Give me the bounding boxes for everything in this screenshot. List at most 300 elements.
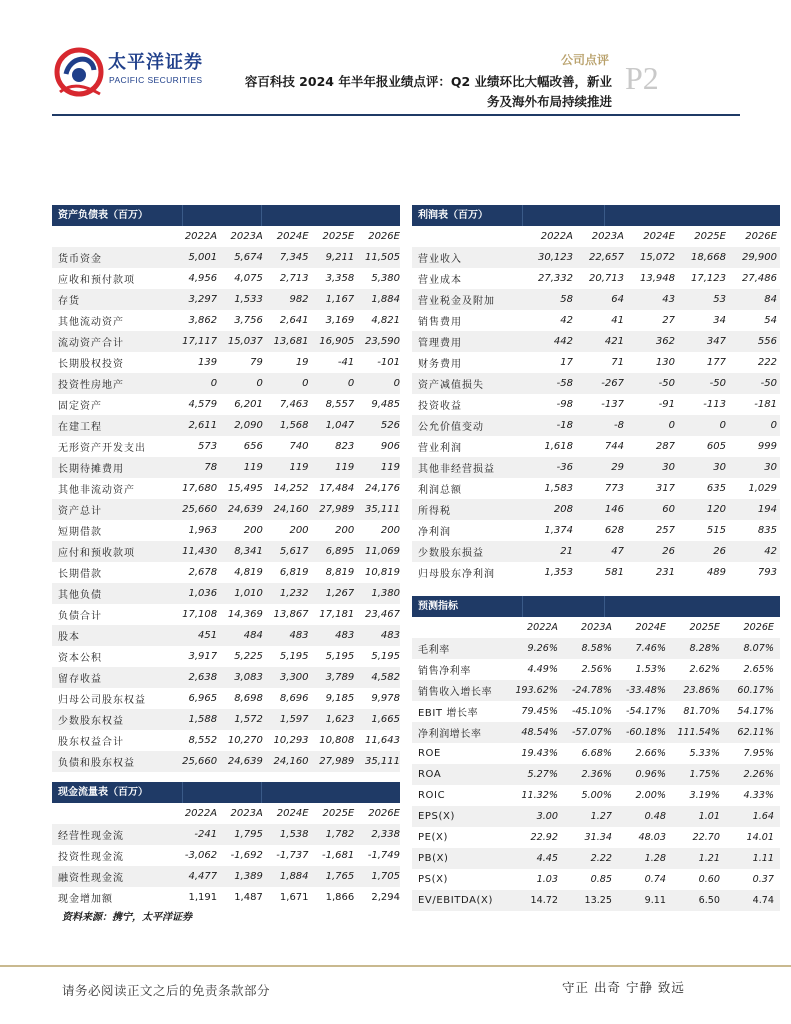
table-row: [52, 845, 400, 866]
row-label: PE(X): [418, 832, 449, 843]
year-header: 2024E: [635, 622, 666, 633]
table-row: [412, 890, 780, 911]
cell-value: 744: [604, 441, 624, 452]
cell-value: 5,195: [371, 651, 400, 662]
row-label: 其他负债: [58, 590, 102, 601]
cell-value: 1,568: [279, 420, 309, 431]
cell-value: 4,075: [234, 273, 263, 284]
cell-value: 9,211: [325, 252, 355, 263]
row-label: 少数股东损益: [418, 548, 484, 559]
cell-value: 7,463: [279, 399, 309, 410]
cell-value: 5.00%: [581, 790, 612, 801]
cell-value: 9,185: [325, 693, 355, 704]
cell-value: -181: [754, 399, 777, 410]
cell-value: 442: [553, 336, 573, 347]
cell-value: 2,638: [188, 672, 218, 683]
table-row: [52, 331, 400, 352]
cell-value: 71: [611, 357, 624, 368]
cell-value: 6.68%: [581, 748, 612, 759]
table-row: [52, 352, 400, 373]
cell-value: 906: [380, 441, 400, 452]
cell-value: 835: [757, 525, 777, 536]
row-label: 投资性房地产: [58, 380, 124, 391]
cell-value: 1.64: [752, 811, 774, 822]
row-label: 投资性现金流: [58, 852, 124, 863]
cell-value: 2.62%: [689, 664, 720, 675]
cell-value: 29,900: [742, 252, 777, 263]
cell-value: 1.03: [536, 874, 558, 885]
row-label: EBIT 增长率: [418, 708, 479, 719]
cell-value: 47: [611, 546, 624, 557]
income-statement-table: [412, 205, 780, 583]
row-label: 营业税金及附加: [418, 296, 495, 307]
cell-value: 1,884: [371, 294, 400, 305]
cell-value: 10,808: [319, 735, 355, 746]
row-label: 长期股权投资: [58, 359, 124, 370]
table-row: [412, 478, 780, 499]
cell-value: 10,819: [364, 567, 400, 578]
cell-value: 4,956: [188, 273, 218, 284]
row-label: 管理费用: [418, 338, 462, 349]
cell-value: 0.96%: [635, 769, 666, 780]
cell-value: -18: [556, 420, 573, 431]
table-row: [412, 722, 780, 743]
row-label: 其他非流动资产: [58, 485, 135, 496]
cell-value: -1,737: [276, 850, 309, 861]
cell-value: 31.34: [584, 832, 612, 843]
cell-value: 8,557: [325, 399, 355, 410]
cell-value: 54: [764, 315, 777, 326]
cell-value: -45.10%: [571, 706, 612, 717]
cell-value: 22.70: [692, 832, 720, 843]
table-row: [412, 520, 780, 541]
year-header: 2022A: [184, 231, 218, 242]
table-row: [412, 743, 780, 764]
row-label: 少数股东权益: [58, 716, 124, 727]
cell-value: -98: [556, 399, 573, 410]
table-row: [412, 562, 780, 583]
cell-value: 60.17%: [737, 685, 774, 696]
logo-english-name: PACIFIC SECURITIES: [109, 75, 203, 85]
cell-value: 1,884: [279, 871, 309, 882]
cell-value: 605: [706, 441, 726, 452]
table-row: [52, 373, 400, 394]
cell-value: 130: [655, 357, 675, 368]
cell-value: 17,484: [319, 483, 355, 494]
row-label: 其他流动资产: [58, 317, 124, 328]
cell-value: 17,123: [691, 273, 726, 284]
table-row: [412, 827, 780, 848]
cell-value: 4,582: [371, 672, 400, 683]
row-label: 营业收入: [418, 254, 462, 265]
cell-value: 79.45%: [521, 706, 558, 717]
cell-value: 573: [198, 441, 218, 452]
row-label: 无形资产开发支出: [58, 443, 146, 454]
year-header: 2025E: [322, 808, 355, 819]
cell-value: 5,617: [279, 546, 309, 557]
cell-value: 17,680: [182, 483, 218, 494]
table-row: [412, 331, 780, 352]
table-row: [52, 709, 400, 730]
table-row: [52, 310, 400, 331]
cell-value: 193.62%: [515, 685, 558, 696]
cell-value: 24,176: [364, 483, 400, 494]
row-label: 归母股东净利润: [418, 569, 495, 580]
cell-value: 53: [713, 294, 726, 305]
cell-value: 48.03: [638, 832, 666, 843]
cell-value: 3,862: [188, 315, 218, 326]
table-title-bar: [412, 205, 780, 226]
cell-value: 0: [393, 378, 400, 389]
cell-value: 146: [604, 504, 624, 515]
cell-value: 58: [560, 294, 573, 305]
table-row: [52, 541, 400, 562]
cell-value: -58: [556, 378, 573, 389]
cell-value: 0: [347, 378, 355, 389]
cell-value: 1,010: [234, 588, 263, 599]
row-label: 公允价值变动: [418, 422, 484, 433]
table-row: [412, 869, 780, 890]
cell-value: -267: [601, 378, 624, 389]
cell-value: 19.43%: [521, 748, 558, 759]
table-row: [52, 478, 400, 499]
cell-value: 4.74: [752, 895, 774, 906]
cell-value: 22,657: [589, 252, 624, 263]
cell-value: 16,905: [319, 336, 355, 347]
cell-value: 2,294: [371, 892, 400, 903]
row-label: 融资性现金流: [58, 873, 124, 884]
cell-value: 2.66%: [635, 748, 666, 759]
row-label: EV/EBITDA(X): [418, 895, 493, 906]
year-header: 2023A: [230, 231, 263, 242]
year-header: 2024E: [276, 808, 309, 819]
footer-divider: [0, 965, 791, 967]
cell-value: -1,681: [322, 850, 355, 861]
cell-value: 35,111: [364, 504, 400, 515]
cell-value: 7,345: [279, 252, 309, 263]
logo-chinese-name: 太平洋证券: [108, 52, 203, 73]
row-label: 股本: [58, 632, 80, 643]
year-header: 2026E: [368, 231, 400, 242]
row-label: 归母公司股东权益: [58, 695, 146, 706]
balance-sheet-table: [52, 205, 400, 772]
cell-value: 1,623: [325, 714, 355, 725]
cell-value: 9.26%: [527, 643, 558, 654]
cell-value: 11,069: [364, 546, 400, 557]
cell-value: 362: [655, 336, 675, 347]
cell-value: 0.74: [644, 874, 666, 885]
table-row: [412, 352, 780, 373]
cell-value: 3,297: [188, 294, 218, 305]
cell-value: 27,989: [319, 756, 355, 767]
cell-value: 581: [604, 567, 624, 578]
cell-value: 15,037: [227, 336, 263, 347]
cell-value: 5,225: [234, 651, 263, 662]
cell-value: 177: [706, 357, 726, 368]
cell-value: -50: [658, 378, 675, 389]
cell-value: 2,713: [279, 273, 309, 284]
row-label: 资产总计: [58, 506, 102, 517]
cell-value: 257: [655, 525, 675, 536]
cell-value: 2.22: [590, 853, 612, 864]
cell-value: 8,819: [325, 567, 355, 578]
year-header: 2023A: [581, 622, 612, 633]
cell-value: 1,782: [325, 829, 355, 840]
cell-value: 4,579: [188, 399, 218, 410]
table-row: [52, 866, 400, 887]
cell-value: 3,789: [325, 672, 355, 683]
table-title-bar: [52, 782, 400, 803]
cell-value: 9,978: [371, 693, 400, 704]
cell-value: 1,533: [234, 294, 263, 305]
row-label: 留存收益: [58, 674, 102, 685]
table-row: [412, 764, 780, 785]
row-label: 负债合计: [58, 611, 102, 622]
cell-value: 0.85: [590, 874, 612, 885]
footer-motto: 守正 出奇 宁静 致远: [562, 980, 685, 995]
cell-value: 556: [757, 336, 777, 347]
report-type-label: 公司点评: [560, 53, 609, 67]
cell-value: 84: [764, 294, 777, 305]
cell-value: 48.54%: [521, 727, 558, 738]
cell-value: 628: [604, 525, 624, 536]
row-label: 应付和预收款项: [58, 548, 135, 559]
table-row: [52, 520, 400, 541]
cell-value: 15,495: [227, 483, 263, 494]
cell-value: 1,618: [544, 441, 573, 452]
cell-value: 17: [560, 357, 573, 368]
cell-value: 208: [553, 504, 573, 515]
row-label: 流动资产合计: [58, 338, 124, 349]
row-label: 资本公积: [58, 653, 102, 664]
year-header: 2026E: [368, 808, 400, 819]
table-row: [52, 436, 400, 457]
cell-value: 6,201: [234, 399, 263, 410]
cell-value: 1,380: [371, 588, 400, 599]
cell-value: 1,029: [748, 483, 777, 494]
cell-value: 11.32%: [521, 790, 558, 801]
cell-value: 999: [757, 441, 777, 452]
cell-value: 24,160: [273, 756, 309, 767]
row-label: ROE: [418, 748, 441, 759]
table-row: [52, 887, 400, 908]
cell-value: 34: [713, 315, 726, 326]
cell-value: 793: [757, 567, 777, 578]
table-row: [52, 604, 400, 625]
row-label: 利润总额: [418, 485, 462, 496]
cell-value: 30: [713, 462, 726, 473]
row-label: 净利润: [418, 527, 451, 538]
cell-value: 8,341: [234, 546, 263, 557]
table-row: [52, 625, 400, 646]
cell-value: 1.21: [698, 853, 720, 864]
row-label: 投资收益: [418, 401, 462, 412]
table-title-bar: [52, 205, 400, 226]
cell-value: 2,338: [371, 829, 400, 840]
table-row: [412, 701, 780, 722]
report-title: [210, 72, 612, 112]
report-title-line-1: 容百科技 2024 年半年报业绩点评：Q2 业绩环比大幅改善，新业: [244, 74, 612, 89]
table-row: [52, 824, 400, 845]
cell-value: 119: [335, 462, 355, 473]
cell-value: -41: [337, 357, 355, 368]
cell-value: -101: [377, 357, 400, 368]
cell-value: 3,300: [279, 672, 309, 683]
cell-value: 17,117: [182, 336, 218, 347]
cell-value: 8.58%: [581, 643, 612, 654]
cell-value: 4,821: [371, 315, 400, 326]
cell-value: 1,389: [234, 871, 263, 882]
cell-value: 42: [764, 546, 777, 557]
cell-value: 222: [757, 357, 777, 368]
cell-value: 1,374: [544, 525, 573, 536]
row-label: PS(X): [418, 874, 449, 885]
cell-value: 5,195: [325, 651, 355, 662]
row-label: 在建工程: [58, 422, 102, 433]
cell-value: 483: [289, 630, 309, 641]
cell-value: 42: [560, 315, 573, 326]
row-label: 现金增加额: [58, 894, 113, 905]
cell-value: 6,965: [188, 693, 218, 704]
cell-value: 740: [289, 441, 309, 452]
row-label: 长期借款: [58, 569, 102, 580]
cell-value: 8.28%: [689, 643, 720, 654]
table-title-bar: [412, 596, 780, 617]
row-label: 净利润增长率: [418, 729, 482, 740]
cell-value: 24,160: [273, 504, 309, 515]
cell-value: 64: [611, 294, 624, 305]
cell-value: 43: [662, 294, 675, 305]
cell-value: 8,552: [188, 735, 218, 746]
cell-value: 200: [289, 525, 309, 536]
cell-value: 1,588: [188, 714, 218, 725]
cell-value: 2,641: [279, 315, 309, 326]
table-row: [52, 583, 400, 604]
logo-emblem-icon: [52, 42, 106, 100]
cell-value: 483: [380, 630, 400, 641]
year-header-row: [412, 226, 780, 247]
cell-value: 11,505: [364, 252, 400, 263]
year-header: 2022A: [527, 622, 558, 633]
balance-sheet-title: 资产负债表（百万）: [58, 210, 148, 221]
table-row: [412, 268, 780, 289]
cell-value: 4,819: [234, 567, 263, 578]
cell-value: 6,895: [325, 546, 355, 557]
cell-value: 421: [604, 336, 624, 347]
cell-value: 2,678: [188, 567, 218, 578]
cell-value: 8,696: [279, 693, 309, 704]
cell-value: 139: [198, 357, 218, 368]
cell-value: 27,486: [742, 273, 777, 284]
cell-value: 347: [706, 336, 726, 347]
table-row: [52, 688, 400, 709]
row-label: 资产减值损失: [418, 380, 484, 391]
cell-value: 1,191: [188, 892, 218, 903]
cell-value: 29: [611, 462, 624, 473]
cell-value: -50: [760, 378, 777, 389]
row-label: 营业成本: [418, 275, 462, 286]
table-row: [412, 659, 780, 680]
year-header-row: [52, 803, 400, 824]
cell-value: -91: [658, 399, 675, 410]
cell-value: 1,665: [371, 714, 400, 725]
cell-value: 200: [335, 525, 355, 536]
year-header: 2024E: [276, 231, 309, 242]
cell-value: 30: [764, 462, 777, 473]
cell-value: -137: [601, 399, 624, 410]
cell-value: 3.00: [536, 811, 558, 822]
cell-value: 5,674: [234, 252, 263, 263]
cell-value: 1.11: [752, 853, 774, 864]
table-row: [52, 247, 400, 268]
cell-value: 26: [713, 546, 726, 557]
year-header: 2023A: [591, 231, 624, 242]
cell-value: 3.19%: [689, 790, 720, 801]
cell-value: -113: [703, 399, 726, 410]
row-label: 毛利率: [418, 645, 450, 656]
table-row: [412, 247, 780, 268]
cell-value: 119: [380, 462, 400, 473]
cell-value: 23.86%: [683, 685, 720, 696]
cell-value: -1,749: [367, 850, 400, 861]
table-row: [412, 806, 780, 827]
cell-value: 3,917: [188, 651, 218, 662]
cell-value: 1,047: [325, 420, 355, 431]
cell-value: 18,668: [691, 252, 726, 263]
cell-value: 2.56%: [581, 664, 612, 675]
cell-value: 1,267: [325, 588, 355, 599]
cell-value: 17,181: [319, 609, 355, 620]
cell-value: -36: [556, 462, 573, 473]
row-label: 股东权益合计: [58, 737, 124, 748]
row-label: 货币资金: [58, 254, 102, 265]
cell-value: 10,293: [273, 735, 309, 746]
row-label: EPS(X): [418, 811, 455, 822]
cell-value: 13.25: [584, 895, 612, 906]
data-source-note: 资料来源：携宁，太平洋证券: [62, 912, 192, 923]
row-label: 短期借款: [58, 527, 102, 538]
row-label: 财务费用: [418, 359, 462, 370]
cell-value: 22.92: [530, 832, 558, 843]
table-row: [52, 646, 400, 667]
table-row: [52, 415, 400, 436]
header-divider: [52, 114, 740, 116]
cell-value: 1.27: [590, 811, 612, 822]
year-header: 2022A: [540, 231, 573, 242]
cell-value: 1,487: [234, 892, 263, 903]
cell-value: 0: [668, 420, 675, 431]
cell-value: 4,477: [188, 871, 218, 882]
cell-value: 1,795: [234, 829, 263, 840]
cell-value: 111.54%: [677, 727, 720, 738]
cell-value: 119: [243, 462, 263, 473]
cell-value: 62.11%: [737, 727, 774, 738]
cell-value: 1,353: [544, 567, 573, 578]
cell-value: 2.65%: [743, 664, 774, 675]
year-header-row: [412, 617, 780, 638]
cell-value: 27,989: [319, 504, 355, 515]
cell-value: 13,681: [273, 336, 309, 347]
cell-value: 9.11: [644, 895, 666, 906]
cell-value: 4.33%: [743, 790, 774, 801]
table-row: [412, 499, 780, 520]
cell-value: 5,001: [188, 252, 218, 263]
cell-value: 14.72: [530, 895, 558, 906]
cell-value: -60.18%: [625, 727, 666, 738]
cell-value: 1,765: [325, 871, 355, 882]
cell-value: 0: [210, 378, 218, 389]
cell-value: 982: [289, 294, 309, 305]
